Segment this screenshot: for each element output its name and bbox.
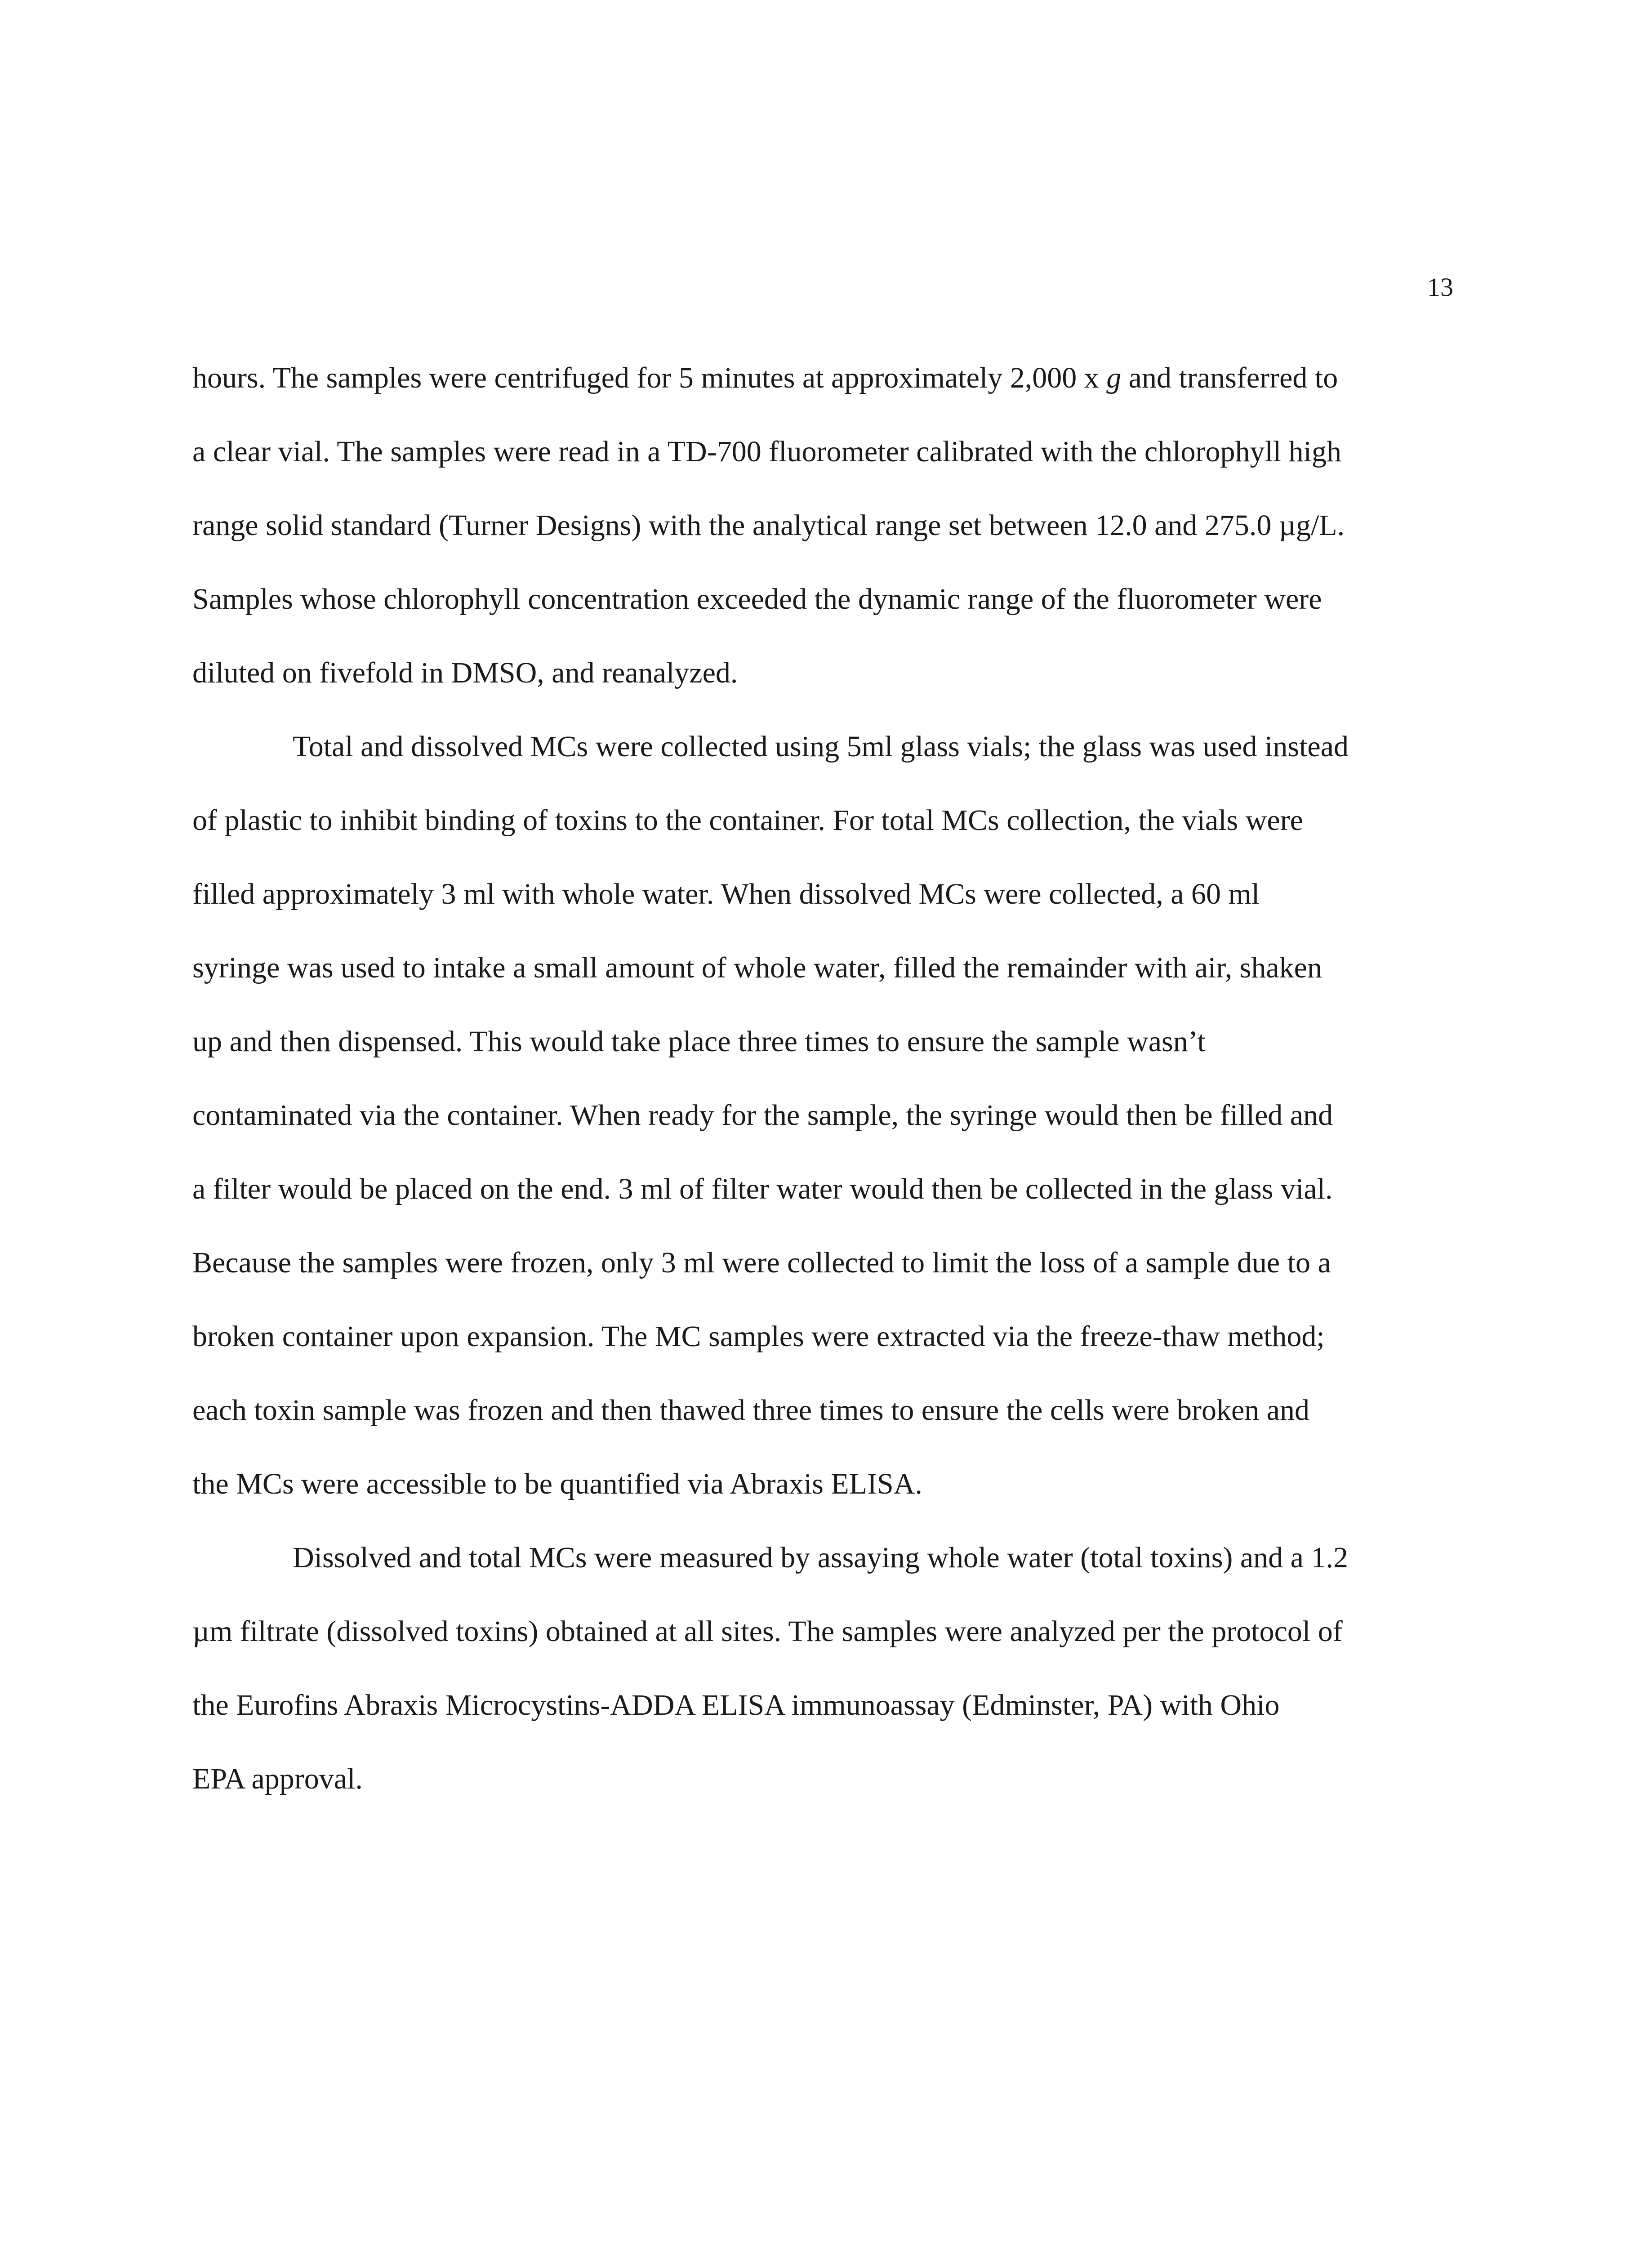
paragraph-line: the Eurofins Abraxis Microcystins-ADDA ELISA immunoassay (Edminster, PA) with Ohio [192, 1689, 1280, 1722]
body-text [192, 363, 1442, 1838]
paragraph-line: up and then dispensed. This would take place three times to ensure the sample wasn’t [192, 1025, 1206, 1058]
paragraph-line: range solid standard (Turner Designs) with the analytical range set between 12.0 and 275.0 µg/L. [192, 509, 1345, 542]
paragraph-line: broken container upon expansion. The MC samples were extracted via the freeze-thaw method; [192, 1320, 1325, 1353]
paragraph-line: Total and dissolved MCs were collected using 5ml glass vials; the glass was used instead [293, 730, 1349, 763]
paragraph-line: a filter would be placed on the end. 3 ml of filter water would then be collected in the glass vial. [192, 1173, 1333, 1205]
line-text: hours. The samples were centrifuged for 5 minutes at approximately 2,000 x [192, 361, 1107, 394]
paragraph-line: filled approximately 3 ml with whole water. When dissolved MCs were collected, a 60 ml [192, 878, 1260, 910]
paragraph-line: each toxin sample was frozen and then thawed three times to ensure the cells were broken and [192, 1394, 1310, 1427]
paragraph-line: contaminated via the container. When ready for the sample, the syringe would then be filled and [192, 1099, 1333, 1132]
paragraph-3 [192, 1543, 1442, 1838]
paragraph-line: EPA approval. [192, 1762, 363, 1795]
paragraph-line: diluted on fivefold in DMSO, and reanalyzed. [192, 656, 738, 689]
paragraph-2 [192, 732, 1442, 1543]
paragraph-line: the MCs were accessible to be quantified via Abraxis ELISA. [192, 1467, 922, 1500]
paragraph-1 [192, 363, 1442, 732]
paragraph-line [192, 363, 1442, 437]
italic-symbol: g [1106, 361, 1122, 394]
line-text: and transferred to [1121, 361, 1338, 394]
paragraph-line: µm filtrate (dissolved toxins) obtained at all sites. The samples were analyzed per the protocol of [192, 1615, 1343, 1648]
paragraph-line: of plastic to inhibit binding of toxins to the container. For total MCs collection, the vials were [192, 804, 1303, 837]
paragraph-line: Because the samples were frozen, only 3 ml were collected to limit the loss of a sample due to a [192, 1246, 1331, 1279]
paragraph-line: syringe was used to intake a small amount of whole water, filled the remainder with air, shaken [192, 951, 1322, 984]
paragraph-line: Samples whose chlorophyll concentration exceeded the dynamic range of the fluorometer were [192, 583, 1322, 616]
page-number: 13 [1427, 272, 1453, 302]
paragraph-line: a clear vial. The samples were read in a TD-700 fluorometer calibrated with the chlorophyll high [192, 435, 1341, 468]
paragraph-line: Dissolved and total MCs were measured by assaying whole water (total toxins) and a 1.2 [293, 1541, 1348, 1574]
